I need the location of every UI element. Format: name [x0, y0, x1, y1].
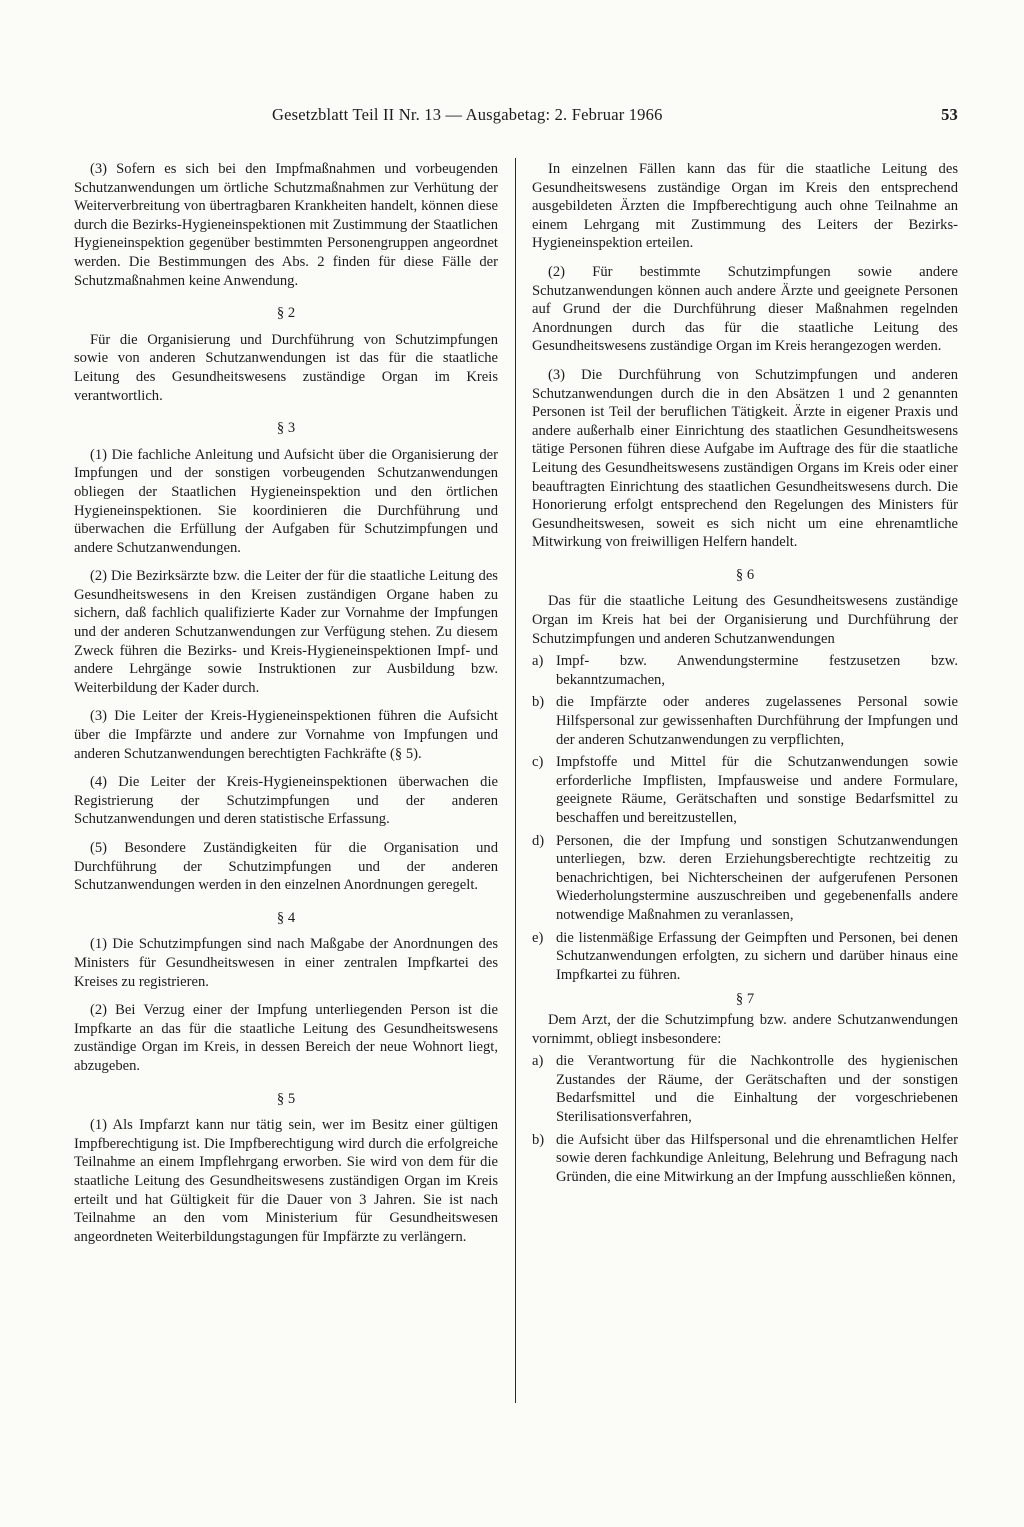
list-label: b) — [532, 694, 545, 711]
section-heading: § 6 — [735, 566, 755, 583]
list-item — [532, 753, 958, 827]
list-label: d) — [532, 832, 545, 849]
list-label: c) — [532, 754, 544, 771]
section-heading: § 3 — [276, 420, 296, 437]
header-title: Gesetzblatt Teil II Nr. 13 — Ausgabetag: 2. Februar 1966 — [272, 105, 663, 124]
paragraph: In einzelnen Fällen kann das für die staatliche Leitung des Gesundheitswesens zuständige Organ im Kreis den entsprechend ausgebildeten Ärzten die Impfberechtigung auch ohne Teilnahme an einem Lehrgang mit Zustimmung des Leiters der Bezirks-Hygieneinspektion erteilen. — [532, 161, 958, 252]
paragraph: (3) Die Durchführung von Schutzimpfungen und anderen Schutzanwendungen durch die in den Absätzen 1 und 2 genannten Personen ist Teil der beruflichen Tätigkeit. Ärzte in eigener Praxis und andere außerhalb einer Einrichtung des staatlichen Gesundheitswesens tätige Personen führen diese Aufgabe im Auftrage des für die staatliche Leitung des Gesundheitswesens zuständigen Organs im Kreis oder einer beauftragten Einrichtung des staatlichen Gesundheitswesens durch. Die Honorierung erfolgt entsprechend den Regelungen des Ministers für Gesundheitswesen, soweit es sich nicht um eine ehrenamtliche Mitwirkung von freiwilligen Helfern handelt. — [532, 366, 958, 551]
list-label: e) — [532, 929, 544, 946]
paragraph: (4) Die Leiter der Kreis-Hygieneinspektionen überwachen die Registrierung der Schutzimpfungen und der anderen Schutzanwendungen und deren statistische Erfassung. — [74, 774, 498, 828]
paragraph: (2) Bei Verzug einer der Impfung unterliegenden Person ist die Impfkarte an das für die staatliche Leitung des Gesundheitswesens zuständige Organ im Kreis, in dessen Bereich der neue Wohnort liegt, abzugeben. — [74, 1002, 498, 1074]
paragraph: (1) Als Impfarzt kann nur tätig sein, wer im Besitz einer gültigen Impfberechtigung ist. Die Impfberechtigung wird durch die erfolgreiche Teilnahme an einem Impflehrgang erworben. Sie wird von dem für die staatliche Leitung des Gesundheitswesens zuständigen Organ im Kreis erteilt und hat Gültigkeit für die Dauer von 3 Jahren. Sie ist nach Teilnahme an den vom Ministerium für Gesundheitswesen angeordneten Weiterbildungstagungen für Impfärzte zu verlängern. — [74, 1117, 498, 1245]
list-item — [532, 652, 958, 689]
list-text: Impfstoffe und Mittel für die Schutzanwendungen sowie erforderliche Impflisten, Impfausweise und andere Formulare, geeignete Räume, Gerätschaften und sonstige Bedarfsmittel zu beschaffen und bereitzustellen, — [556, 754, 958, 826]
section-heading: § 4 — [276, 909, 296, 926]
list-item — [532, 832, 958, 925]
list-text: die Verantwortung für die Nachkontrolle des hygienischen Zustandes der Räume, der Gerätschaften und der sonstigen Bedarfsmittel und die Einhaltung der vorgeschriebenen Sterilisationsverfahren, — [556, 1053, 958, 1125]
paragraph: (2) Für bestimmte Schutzimpfungen sowie andere Schutzanwendungen können auch andere Ärzte und geeignete Personen auf Grund der die Durchführung dieser Maßnahmen regelnden Anordnungen durch das für die staatliche Leitung des Gesundheitswesens zuständige Organ im Kreis herangezogen werden. — [532, 263, 958, 355]
list-text: die listenmäßige Erfassung der Geimpften und Personen, bei denen Schutzanwendungen erfolgten, zu sichern und darüber hinaus eine Impfkartei zu führen. — [556, 929, 958, 983]
list-label: a) — [532, 653, 544, 670]
list-item — [532, 693, 958, 749]
paragraph: Für die Organisierung und Durchführung von Schutzimpfungen sowie von anderen Schutzanwendungen ist das für die staatliche Leitung des Gesundheitswesens zuständige Organ im Kreis verantwortlich. — [74, 331, 498, 404]
list-text: die Impfärzte oder anderes zugelassenes Personal sowie Hilfspersonal zur gewissenhaften Durchführung der Impfungen und der anderen Schutzanwendungen zu verpflichten, — [556, 694, 958, 748]
list-text: Impf- bzw. Anwendungstermine festzusetzen bzw. bekanntzumachen, — [556, 653, 958, 688]
section-heading: § 2 — [276, 305, 296, 322]
paragraph: (2) Die Bezirksärzte bzw. die Leiter der für die staatliche Leitung des Gesundheitswesens in den Kreisen zuständigen Organe haben zu sichern, daß fachlich qualifizierte Kader zur Vornahme der Impfungen und der anderen Schutzanwendungen zur Verfügung stehen. Zu diesem Zweck führen die Bezirks- und Kreis-Hygieneinspektionen Impf- und andere Lehrgänge sowie Instruktionen zur Ausbildung bzw. Weiterbildung der Kader durch. — [74, 568, 498, 696]
section-heading: § 5 — [276, 1090, 296, 1107]
section-heading: § 7 — [735, 991, 755, 1008]
list-item — [532, 1052, 958, 1126]
paragraph: Das für die staatliche Leitung des Gesundheitswesens zuständige Organ im Kreis hat bei der Organisierung und Durchführung der Schutzimpfungen und anderen Schutzanwendungen — [532, 593, 958, 647]
column-divider — [515, 158, 516, 1403]
paragraph: (1) Die fachliche Anleitung und Aufsicht über die Organisierung der Impfungen und der sonstigen vorbeugenden Schutzanwendungen obliegen der Staatlichen Hygieneinspektion und den örtlichen Hygieneinspektionen. Sie koordinieren die Durchführung und überwachen die Erfüllung der Aufgaben für Schutzimpfungen und andere Schutzanwendungen. — [74, 446, 498, 556]
page-header — [60, 105, 958, 131]
right-column — [532, 160, 958, 1192]
list-text: die Aufsicht über das Hilfspersonal und die ehrenamtlichen Helfer sowie deren fachkundige Anleitung, Belehrung und Befragung nach Gründen, die eine Mitwirkung an der Impfung ausschließen können, — [556, 1131, 958, 1185]
list-item — [532, 1131, 958, 1187]
list-item — [532, 929, 958, 985]
page-number: 53 — [941, 105, 958, 124]
paragraph: (1) Die Schutzimpfungen sind nach Maßgabe der Anordnungen des Ministers für Gesundheitswesen in einer zentralen Impfkartei des Kreises zu registrieren. — [74, 936, 498, 990]
list-label: a) — [532, 1053, 544, 1070]
paragraph: Dem Arzt, der die Schutzimpfung bzw. andere Schutzanwendungen vornimmt, obliegt insbesondere: — [532, 1011, 958, 1047]
s6-list — [532, 652, 958, 984]
paragraph: (3) Sofern es sich bei den Impfmaßnahmen und vorbeugenden Schutzanwendungen um örtliche Schutzmaßnahmen zur Verhütung der Weiterverbreitung von übertragbaren Krankheiten handelt, können diese durch die Bezirks-Hygieneinspektionen mit Zustimmung der Staatlichen Hygieneinspektion gegenüber bestimmten Personengruppen angeordnet werden. Die Bestimmungen des Abs. 2 finden für diese Fälle der Schutzmaßnahmen keine Anwendung. — [74, 161, 498, 289]
paragraph: (5) Besondere Zuständigkeiten für die Organisation und Durchführung der Schutzimpfungen und der anderen Schutzanwendungen werden in den einzelnen Anordnungen geregelt. — [74, 840, 498, 894]
s7-list — [532, 1052, 958, 1186]
list-label: b) — [532, 1131, 545, 1148]
list-text: Personen, die der Impfung und sonstigen Schutzanwendungen unterliegen, bzw. deren Erziehungsberechtigte rechtzeitig zu benachrichtigen, bei Nichterscheinen der aufgerufenen Personen Wiederholungstermine auszuschreiben und gegebenenfalls andere notwendige Maßnahmen zu veranlassen, — [556, 832, 958, 923]
left-column — [74, 160, 498, 1256]
paragraph: (3) Die Leiter der Kreis-Hygieneinspektionen führen die Aufsicht über die Impfärzte und andere zur Vornahme von Impfungen und anderen Schutzanwendungen berechtigten Fachkräfte (§ 5). — [74, 708, 498, 762]
